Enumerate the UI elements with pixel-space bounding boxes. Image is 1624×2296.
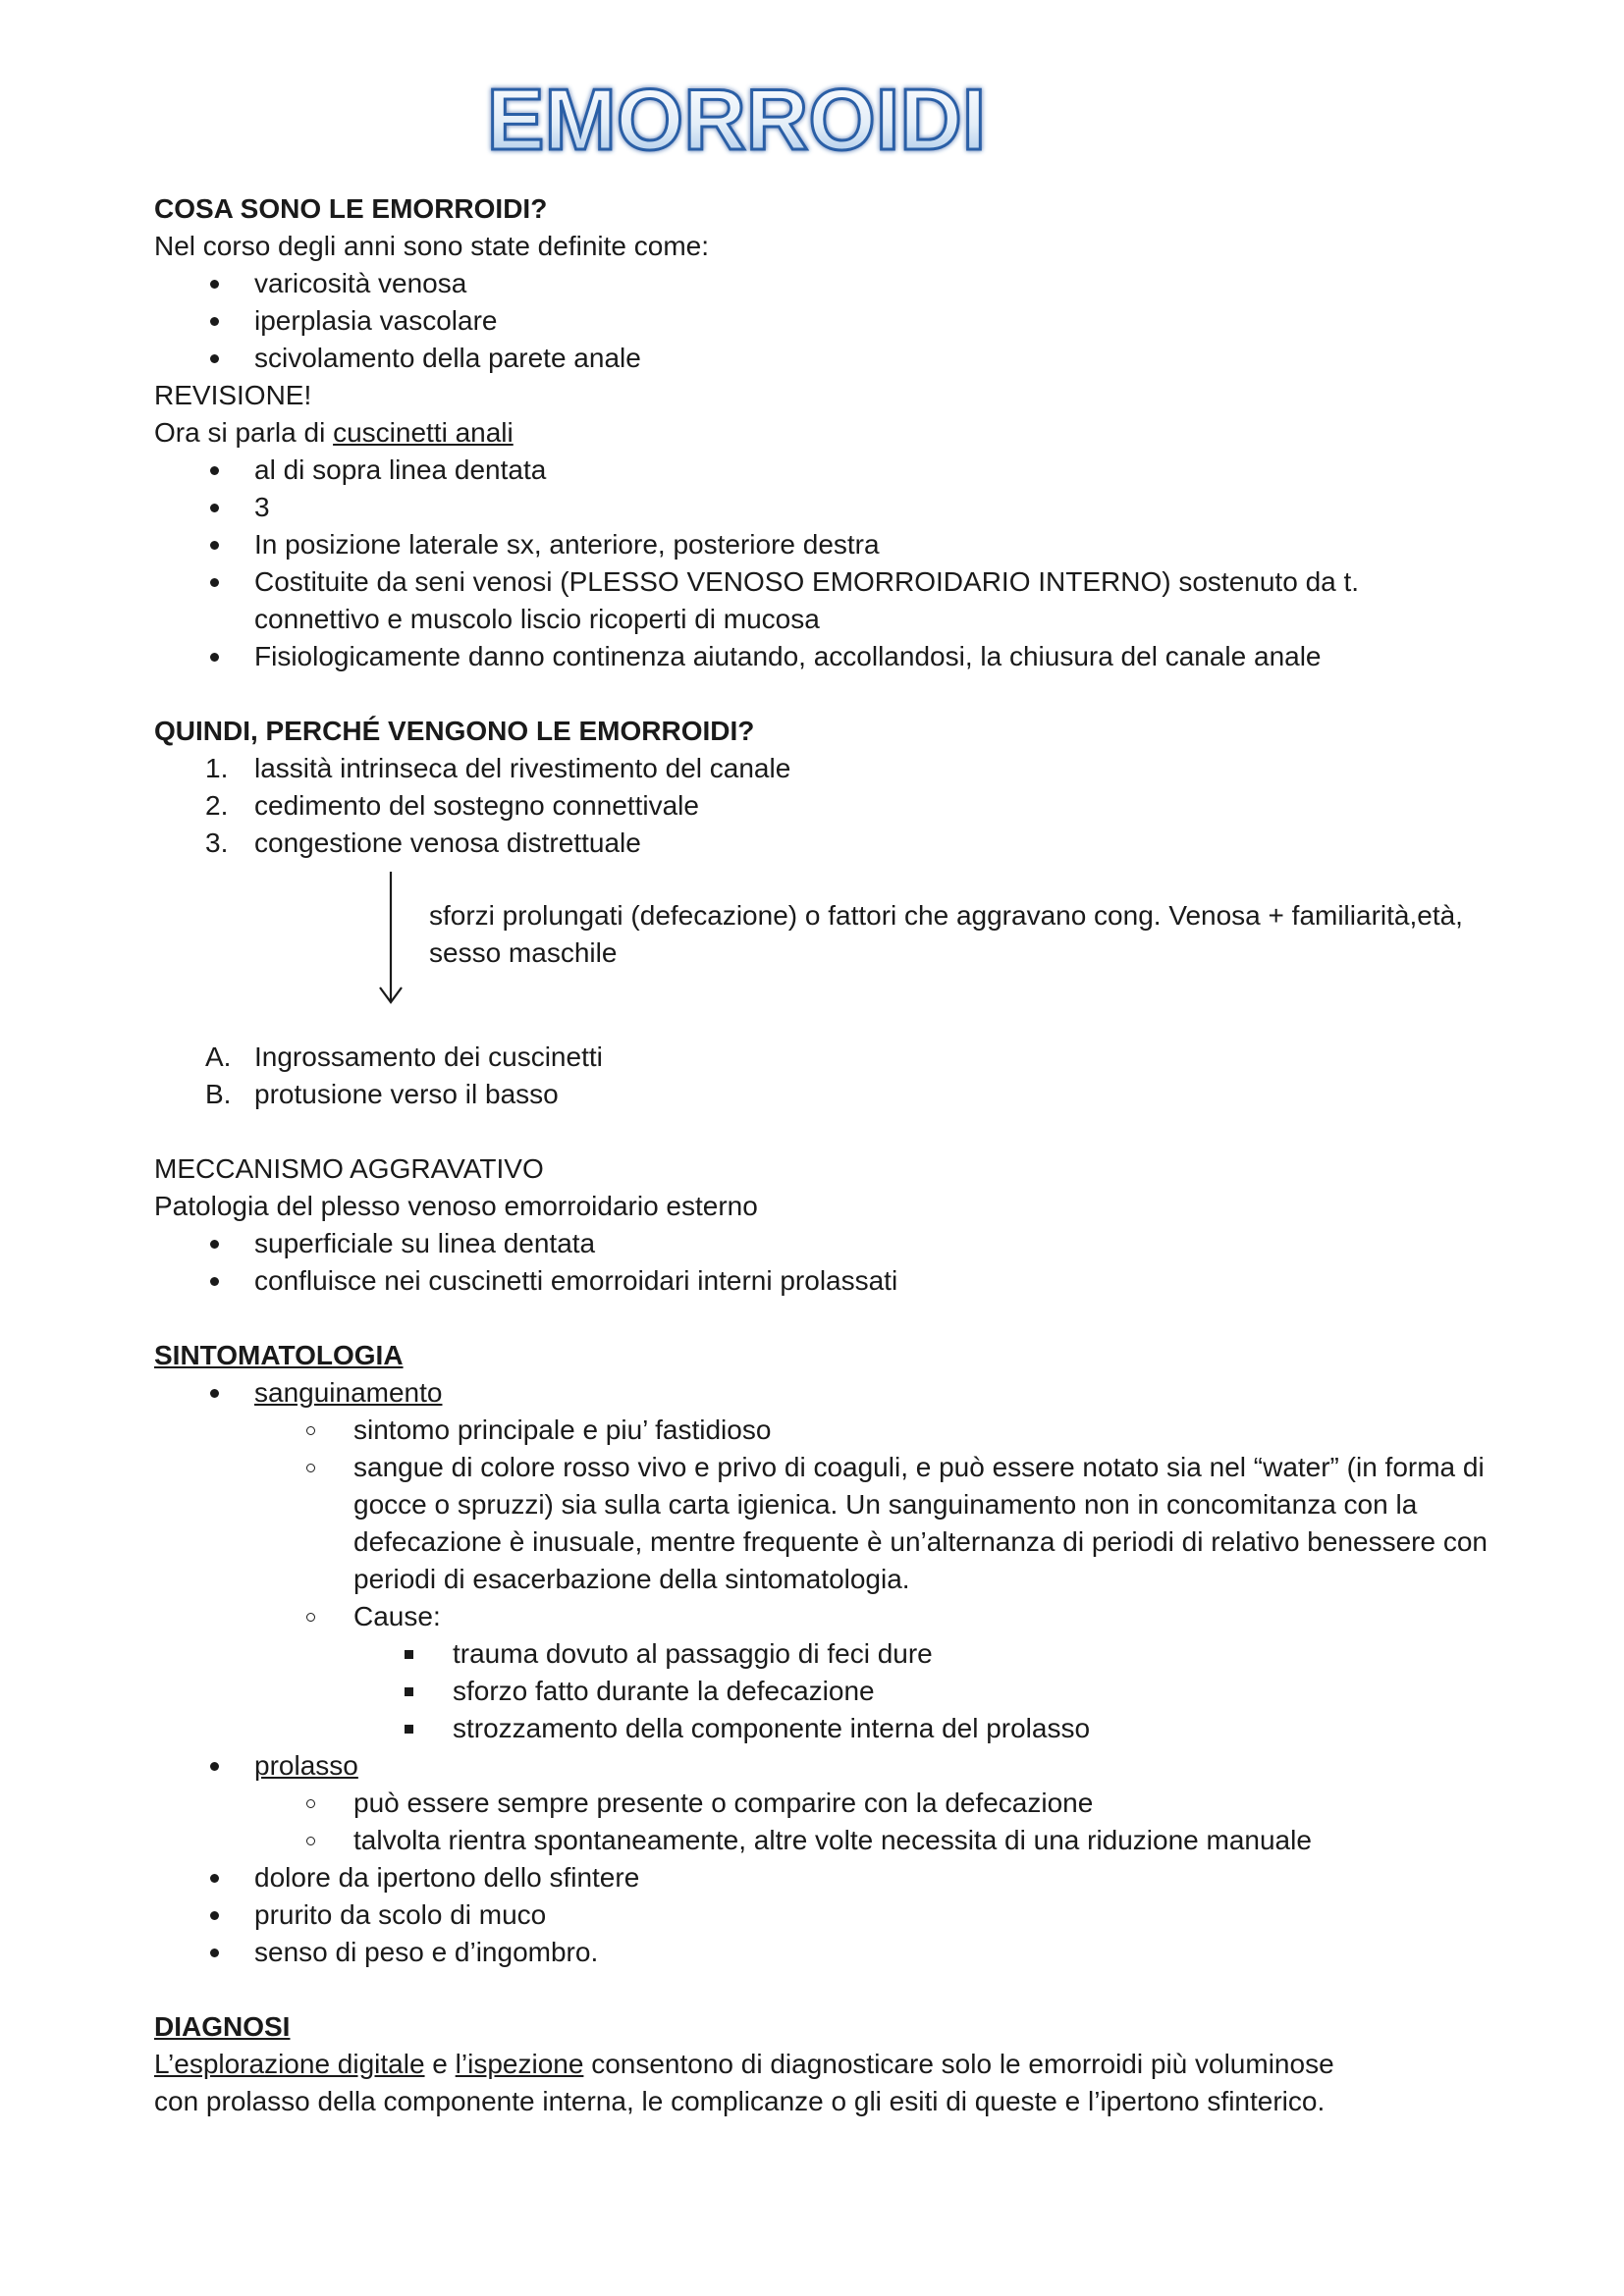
bullet-icon: [210, 578, 219, 587]
bullet-icon: [210, 504, 219, 512]
heading-meccanismo: MECCANISMO AGGRAVATIVO: [154, 1153, 544, 1184]
list-item: Fisiologicamente danno continenza aiutando, accollandosi, la chiusura del canale anale: [154, 638, 1489, 675]
square-bullet-icon: [405, 1725, 413, 1734]
bullet-icon: [210, 466, 219, 475]
meccanismo-intro: Patologia del plesso venoso emorroidario esterno: [154, 1191, 758, 1221]
square-bullet-icon: [405, 1687, 413, 1696]
bullet-icon: [210, 280, 219, 289]
lettered-item: A. Ingrossamento dei cuscinetti: [205, 1041, 603, 1072]
cause-item: sforzo fatto durante la defecazione: [154, 1673, 1489, 1710]
circle-bullet-icon: [306, 1426, 315, 1435]
heading-cosa-sono: COSA SONO LE EMORROIDI?: [154, 193, 548, 224]
list-item: In posizione laterale sx, anteriore, posteriore destra: [154, 526, 1489, 563]
bullet-icon: [210, 354, 219, 363]
sub-item: sangue di colore rosso vivo e privo di coaguli, e può essere notato sia nel “water” (in forma di gocce o spruzzi) sia sulla carta igienica. Un sanguinamento non in concomitanza con la defecazione è inusuale, mentre frequente è un’alternanza di periodi di relativo benessere con periodi di esacerbazione della sintomatologia.: [154, 1449, 1489, 1598]
bullet-icon: [210, 1949, 219, 1957]
lettered-item: B. protusione verso il basso: [205, 1079, 559, 1109]
title-wordart: [481, 75, 992, 165]
bullet-icon: [210, 541, 219, 550]
diagnosi-line-2: con prolasso della componente interna, le complicanze o gli esiti di queste e l’ipertono sfinterico.: [154, 2086, 1326, 2116]
intro-text: Nel corso degli anni sono state definite come:: [154, 231, 709, 261]
ispezione-term: l’ispezione: [455, 2049, 584, 2079]
bullet-icon: [210, 1911, 219, 1920]
diagnosi-line-1: L’esplorazione digitale e l’ispezione consentono di diagnosticare solo le emorroidi più voluminose: [154, 2049, 1334, 2079]
numbered-item: 2. cedimento del sostegno connettivale: [205, 790, 699, 821]
sub-item: talvolta rientra spontaneamente, altre volte necessita di una riduzione manuale: [154, 1822, 1489, 1859]
bullet-icon: [210, 1277, 219, 1286]
circle-bullet-icon: [306, 1613, 315, 1622]
list-item: Costituite da seni venosi (PLESSO VENOSO EMORROIDARIO INTERNO) sostenuto da t. connettivo e muscolo liscio ricoperti di mucosa: [154, 563, 1489, 638]
revisione-text: REVISIONE!: [154, 380, 312, 410]
page-title: [481, 75, 992, 165]
circle-bullet-icon: [306, 1464, 315, 1472]
circle-bullet-icon: [306, 1837, 315, 1845]
bullet-icon: [210, 1762, 219, 1771]
bullet-icon: [210, 653, 219, 662]
list-item: al di sopra linea dentata: [154, 452, 1489, 489]
bullet-icon: [210, 1389, 219, 1398]
sub-item: può essere sempre presente o comparire con la defecazione: [154, 1785, 1489, 1822]
sub-item: sintomo principale e piu’ fastidioso: [154, 1412, 1489, 1449]
list-item: prolasso: [154, 1747, 1489, 1785]
numbered-item: 3. congestione venosa distrettuale: [205, 828, 641, 858]
list-item: dolore da ipertono dello sfintere: [154, 1859, 1489, 1896]
heading-perche: QUINDI, PERCHÉ VENGONO LE EMORROIDI?: [154, 716, 755, 746]
ora-line: Ora si parla di cuscinetti anali: [154, 417, 514, 448]
bullet-icon: [210, 1240, 219, 1249]
cuscinetti-anali-term: cuscinetti anali: [333, 417, 514, 448]
bullet-icon: [210, 317, 219, 326]
sub-item: Cause:: [154, 1598, 1489, 1635]
cause-arrow-block: [154, 862, 1489, 1039]
list-item: sanguinamento: [154, 1374, 1489, 1412]
list-item: senso di peso e d’ingombro.: [154, 1934, 1489, 1971]
down-arrow-icon: [376, 862, 406, 1009]
list-item: confluisce nei cuscinetti emorroidari interni prolassati: [154, 1262, 1489, 1300]
square-bullet-icon: [405, 1650, 413, 1659]
list-item: scivolamento della parete anale: [154, 340, 1489, 377]
heading-sintomatologia: SINTOMATOLOGIA: [154, 1340, 404, 1370]
list-item: iperplasia vascolare: [154, 302, 1489, 340]
heading-diagnosi: DIAGNOSI: [154, 2011, 291, 2042]
bullet-icon: [210, 1874, 219, 1883]
title-text: EMORROIDI: [486, 75, 987, 165]
document-body: [154, 190, 1489, 2120]
esplorazione-term: L’esplorazione digitale: [154, 2049, 425, 2079]
list-item: prurito da scolo di muco: [154, 1896, 1489, 1934]
cause-item: strozzamento della componente interna del prolasso: [154, 1710, 1489, 1747]
arrow-caption: sforzi prolungati (defecazione) o fattori che aggravano cong. Venosa + familiarità,età, sesso maschile: [429, 900, 1463, 968]
circle-bullet-icon: [306, 1799, 315, 1808]
list-item: superficiale su linea dentata: [154, 1225, 1489, 1262]
list-item: varicosità venosa: [154, 265, 1489, 302]
cause-item: trauma dovuto al passaggio di feci dure: [154, 1635, 1489, 1673]
numbered-item: 1. lassità intrinseca del rivestimento del canale: [205, 753, 791, 783]
list-item: 3: [154, 489, 1489, 526]
